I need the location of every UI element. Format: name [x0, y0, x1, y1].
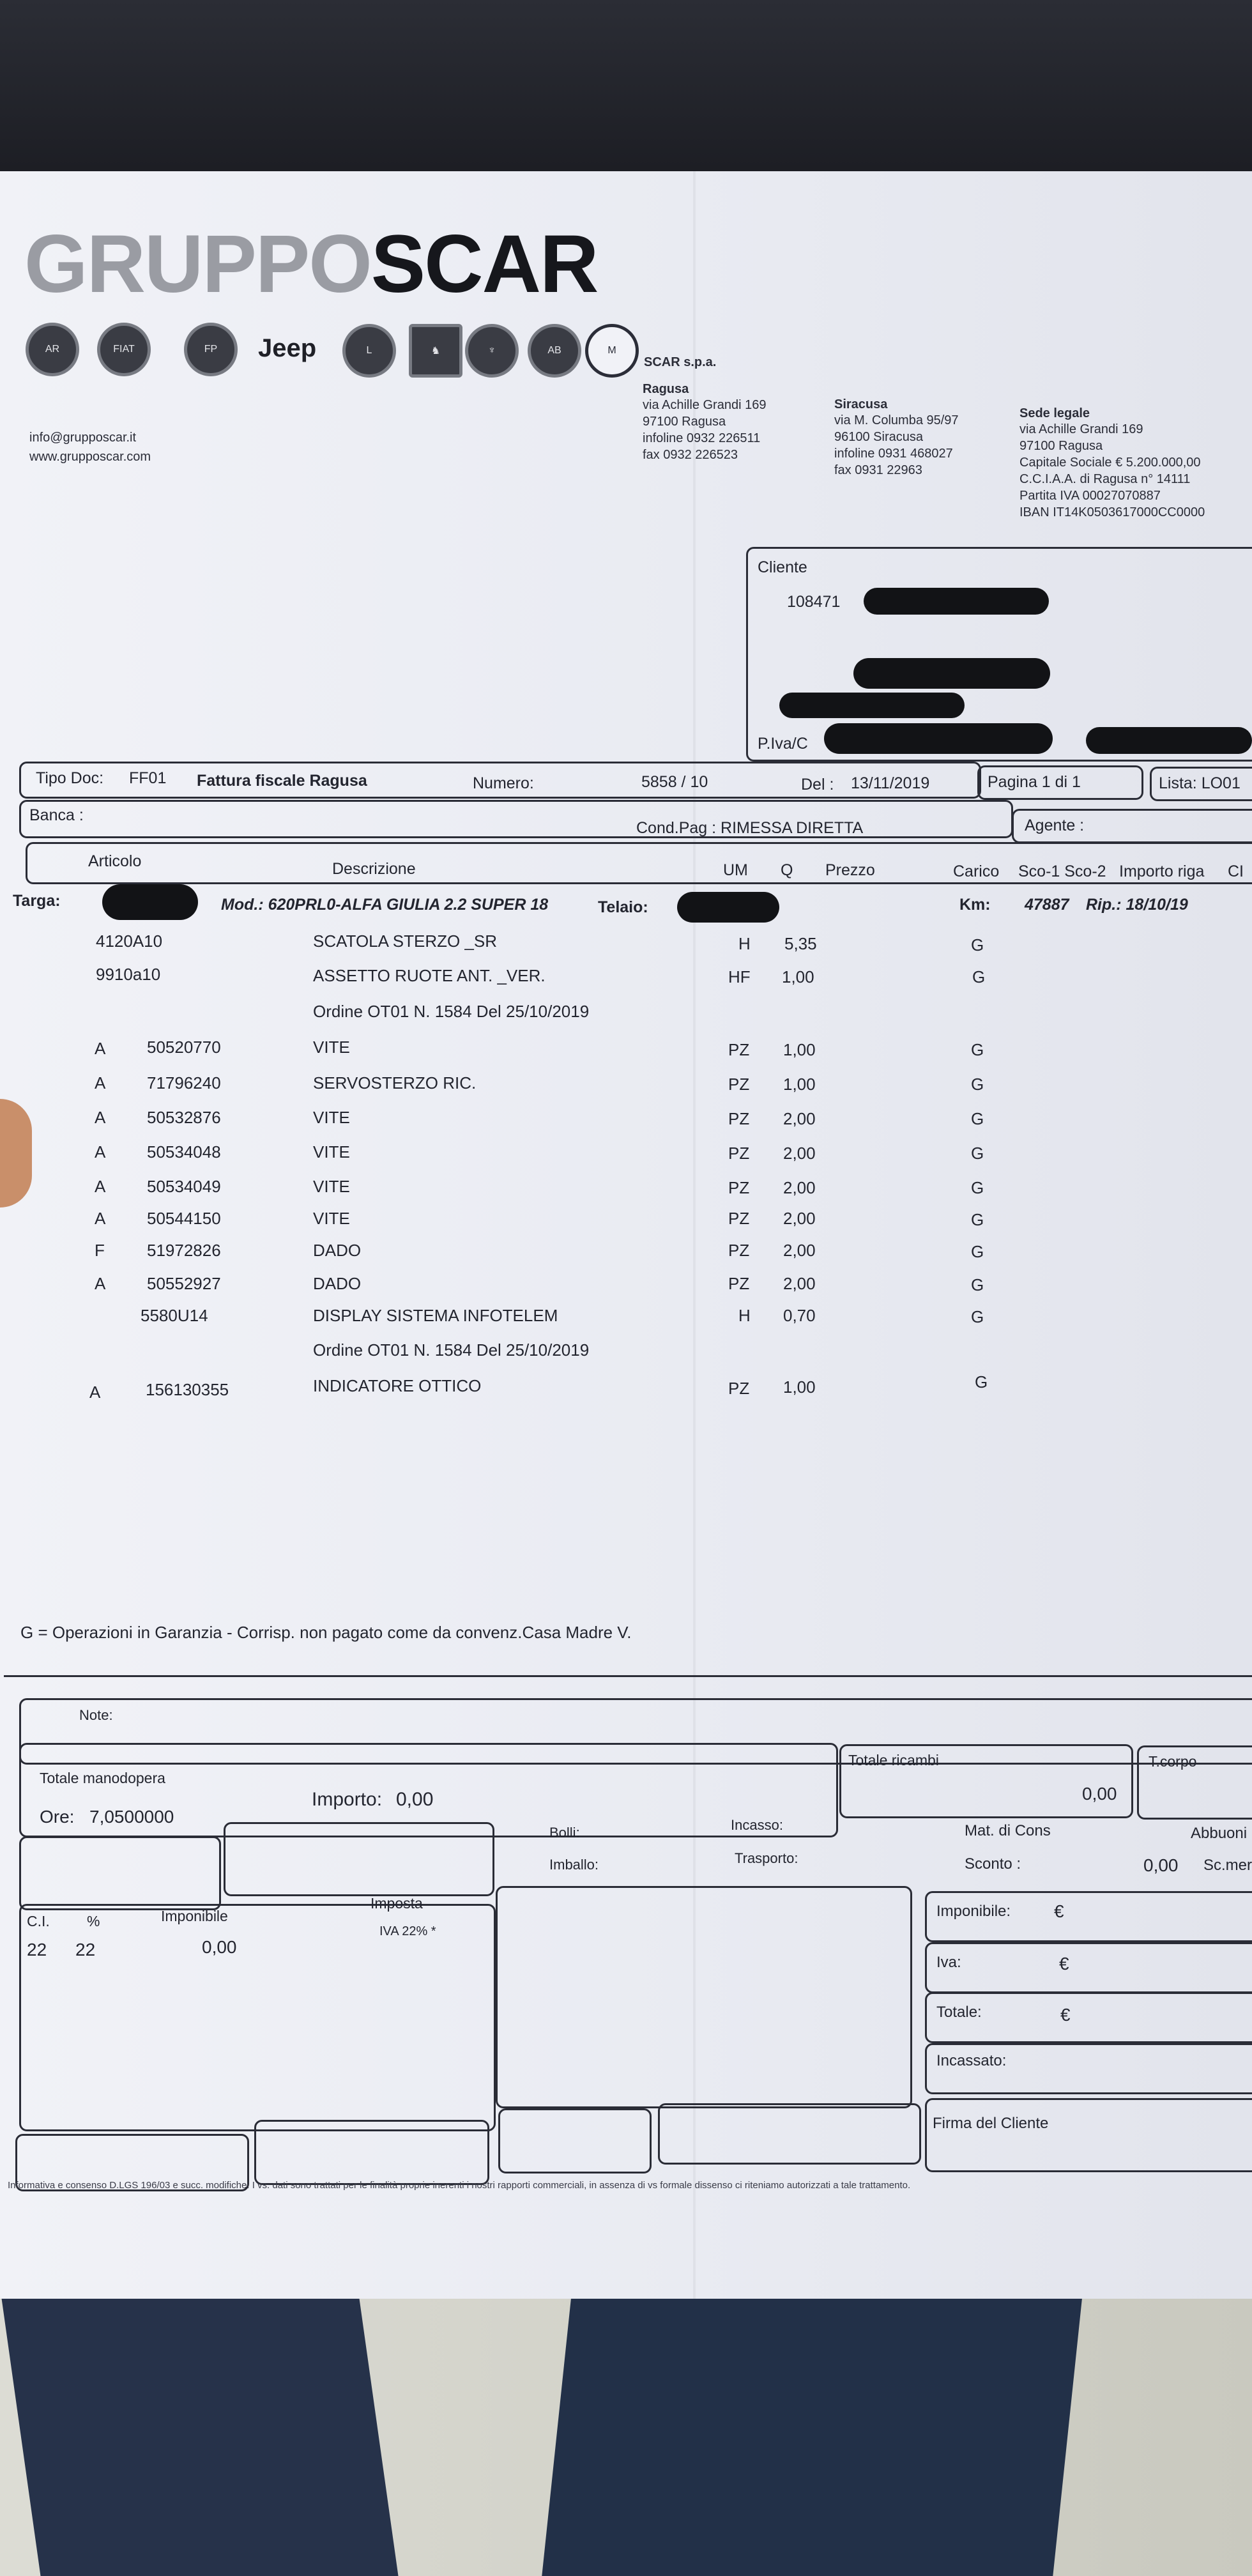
row-um: PZ	[728, 1274, 750, 1293]
vat-ci-label: C.I.	[27, 1913, 50, 1929]
row-q: 1,00	[783, 1040, 816, 1059]
cond-pag: Cond.Pag : RIMESSA DIRETTA	[636, 819, 864, 837]
row-q: 0,70	[783, 1306, 816, 1325]
vat-imposta-label: Imposta	[370, 1895, 423, 1912]
footer-box-4	[658, 2103, 921, 2165]
row-desc: ASSETTO RUOTE ANT. _VER.	[313, 966, 546, 985]
client-code: 108471	[787, 593, 841, 611]
firma-label: Firma del Cliente	[933, 2115, 1049, 2132]
summary-middle-box	[496, 1886, 912, 2108]
trasporto-label: Trasporto:	[735, 1850, 798, 1866]
office-ragusa	[643, 382, 766, 463]
row-desc: VITE	[313, 1038, 350, 1057]
row-carico: G	[971, 1242, 984, 1261]
tipo-doc-label: Tipo Doc:	[36, 769, 104, 787]
col-q: Q	[781, 861, 793, 879]
note-label: Note:	[79, 1707, 113, 1723]
ore-label: Ore:	[40, 1807, 75, 1827]
row-carico: G	[971, 1307, 984, 1326]
office-line: Capitale Sociale € 5.200.000,00	[1019, 456, 1201, 470]
row-carico: G	[971, 1144, 984, 1163]
row-desc: VITE	[313, 1209, 350, 1228]
row-desc: Ordine OT01 N. 1584 Del 25/10/2019	[313, 1340, 590, 1360]
row-desc: VITE	[313, 1142, 350, 1162]
row-flag: A	[95, 1177, 106, 1196]
row-um: PZ	[728, 1178, 750, 1197]
row-desc: INDICATORE OTTICO	[313, 1376, 482, 1395]
logo-part2: SCAR	[370, 218, 598, 310]
numero-label: Numero:	[473, 774, 534, 792]
tipo-doc-desc: Fattura fiscale Ragusa	[197, 772, 367, 790]
col-prezzo: Prezzo	[825, 861, 875, 879]
row-code: 50532876	[147, 1108, 221, 1127]
company-email: info@grupposcar.it	[29, 431, 137, 445]
rip-date: Rip.: 18/10/19	[1086, 896, 1188, 914]
row-carico: G	[972, 967, 986, 986]
row-um: H	[738, 1306, 751, 1325]
lancia-logo-icon: L	[342, 324, 396, 378]
office-line: 96100 Siracusa	[834, 430, 923, 444]
row-flag: A	[95, 1108, 106, 1127]
row-flag: A	[95, 1209, 106, 1228]
row-q: 1,00	[783, 1075, 816, 1094]
row-flag: A	[95, 1039, 106, 1058]
telaio-label: Telaio:	[598, 898, 648, 916]
office-line: via Achille Grandi 169	[1019, 422, 1143, 436]
manodopera-label: Totale manodopera	[40, 1770, 165, 1786]
abbuoni-label: Abbuoni	[1191, 1825, 1248, 1842]
vat-imposta-value: IVA 22% *	[379, 1924, 436, 1938]
numero-value: 5858 / 10	[641, 773, 708, 791]
del-label: Del :	[801, 776, 834, 793]
empty-box-1	[19, 1836, 221, 1910]
row-um: PZ	[728, 1075, 750, 1094]
bolli-label: Bolli:	[549, 1825, 580, 1841]
abarth-logo-icon: AB	[528, 324, 581, 378]
garanzia-note: G = Operazioni in Garanzia - Corrisp. non pagato come da convenz.Casa Madre V.	[20, 1623, 632, 1642]
row-q: 2,00	[783, 1144, 816, 1163]
company-website: www.grupposcar.com	[29, 450, 151, 464]
tcorpo-label: T.corpo	[1149, 1753, 1197, 1770]
firma-box	[925, 2098, 1252, 2172]
mopar-logo-icon: M	[585, 324, 639, 378]
importo-value: 0,00	[396, 1789, 434, 1810]
vat-imponibile-label: Imponibile	[161, 1908, 228, 1924]
office-line: via Achille Grandi 169	[643, 398, 767, 412]
redacted-client-vat	[824, 723, 1053, 754]
ore-value: 7,0500000	[89, 1807, 174, 1827]
row-desc: SERVOSTERZO RIC.	[313, 1073, 477, 1092]
row-q: 2,00	[783, 1109, 816, 1128]
row-code: 50544150	[147, 1209, 221, 1228]
row-carico: G	[971, 1275, 984, 1294]
col-um: UM	[723, 861, 748, 879]
office-line: 97100 Ragusa	[1019, 439, 1103, 453]
row-um: PZ	[728, 1040, 750, 1059]
sconto-value: 0,00	[1143, 1855, 1179, 1875]
row-um: PZ	[728, 1209, 750, 1228]
row-um: HF	[728, 967, 751, 986]
row-desc: VITE	[313, 1177, 350, 1196]
row-carico: G	[971, 1075, 984, 1094]
logo-part1: GRUPPO	[24, 218, 371, 310]
row-q: 2,00	[783, 1241, 816, 1260]
row-q: 1,00	[783, 1377, 816, 1397]
row-carico: G	[975, 1372, 988, 1392]
row-code: 50552927	[147, 1274, 221, 1293]
leg-right	[542, 2262, 1086, 2576]
row-desc: DISPLAY SISTEMA INFOTELEM	[313, 1306, 558, 1325]
office-line: C.C.I.A.A. di Ragusa n° 14111	[1019, 472, 1191, 486]
r-incassato-label: Incassato:	[936, 2052, 1007, 2069]
row-q: 2,00	[783, 1274, 816, 1293]
row-code: 71796240	[147, 1073, 221, 1092]
client-label: Cliente	[758, 558, 807, 576]
r-totale-label: Totale:	[936, 2004, 982, 2021]
totale-ricambi-value: 0,00	[1082, 1784, 1117, 1804]
office-title: Ragusa	[643, 382, 689, 396]
row-desc: DADO	[313, 1274, 362, 1293]
row-carico: G	[971, 1210, 984, 1229]
office-line: infoline 0931 468027	[834, 447, 953, 461]
maserati-logo-icon: ♆	[465, 324, 519, 378]
footer-box-2	[254, 2120, 489, 2185]
col-ci: CI	[1228, 862, 1244, 880]
row-carico: G	[971, 1109, 984, 1128]
sconto-label: Sconto :	[965, 1855, 1021, 1873]
importo-label: Importo:	[312, 1789, 383, 1810]
vehicle-model: Mod.: 620PRL0-ALFA GIULIA 2.2 SUPER 18	[221, 896, 549, 914]
office-title: Siracusa	[834, 397, 888, 411]
row-code: 50534049	[147, 1177, 221, 1196]
row-flag: A	[95, 1073, 106, 1092]
col-carico: Carico	[953, 862, 1000, 880]
tipo-doc-code: FF01	[129, 769, 167, 787]
office-line: 97100 Ragusa	[643, 415, 726, 429]
targa-label: Targa:	[13, 892, 61, 910]
row-um: PZ	[728, 1241, 750, 1260]
redacted-client-address	[853, 658, 1050, 689]
row-um: PZ	[728, 1144, 750, 1163]
totale-ricambi-label: Totale ricambi	[848, 1752, 939, 1768]
vat-imponibile-value: 0,00	[202, 1937, 237, 1957]
incasso-label: Incasso:	[731, 1817, 783, 1833]
row-desc: DADO	[313, 1241, 362, 1260]
row-q: 2,00	[783, 1209, 816, 1228]
footer-box-3	[498, 2108, 652, 2174]
fiat-logo-icon: FIAT	[97, 323, 151, 376]
row-code: 156130355	[146, 1380, 229, 1399]
banca-label: Banca :	[29, 806, 84, 824]
row-code: 50534048	[147, 1142, 221, 1162]
office-sede-legale	[1019, 406, 1205, 521]
row-flag: A	[95, 1142, 106, 1162]
lista-label: Lista: LO01	[1159, 774, 1241, 792]
redacted-client-name	[864, 588, 1049, 615]
row-um: PZ	[728, 1379, 750, 1398]
office-line: via M. Columba 95/97	[834, 413, 959, 427]
del-value: 13/11/2019	[851, 774, 930, 792]
row-desc: Ordine OT01 N. 1584 Del 25/10/2019	[313, 1002, 590, 1021]
r-iva-euro: €	[1059, 1954, 1069, 1974]
background-top	[0, 0, 1252, 192]
agente-label: Agente :	[1025, 816, 1085, 834]
hand	[0, 1099, 32, 1208]
row-q: 2,00	[783, 1178, 816, 1197]
row-flag: F	[95, 1241, 105, 1260]
jeep-logo: Jeep	[258, 334, 317, 362]
alfa-romeo-logo-icon: AR	[26, 323, 79, 376]
row-carico: G	[971, 1040, 984, 1059]
privacy-note: Informativa e consenso D.LGS 196/03 e succ. modifiche. I vs. dati sono trattati per le finalità proprie inerenti i nostri rapporti commerciali, in assenza di vs formale dissenso ci riteniamo autorizzati a tale trattamento.	[8, 2180, 911, 2191]
col-descrizione: Descrizione	[332, 860, 416, 878]
row-flag: A	[89, 1383, 101, 1402]
banca-box	[19, 800, 1013, 838]
office-line: Partita IVA 00027070887	[1019, 489, 1161, 503]
row-carico: G	[971, 1178, 984, 1197]
col-importo: Importo riga	[1119, 862, 1205, 880]
row-q: 5,35	[784, 934, 817, 953]
row-code: 50520770	[147, 1038, 221, 1057]
mat-cons-label: Mat. di Cons	[965, 1822, 1051, 1839]
row-q: 1,00	[782, 967, 814, 986]
imballo-label: Imballo:	[549, 1857, 599, 1873]
row-desc: SCATOLA STERZO _SR	[313, 931, 498, 951]
empty-box-2	[224, 1822, 494, 1896]
col-sconti: Sco-1 Sco-2	[1018, 862, 1106, 880]
row-carico: G	[971, 935, 984, 954]
office-siracusa	[834, 397, 959, 479]
redacted-client-city	[779, 693, 965, 718]
col-articolo: Articolo	[88, 852, 142, 870]
redacted-targa	[102, 884, 198, 920]
leg-left	[0, 2287, 399, 2576]
row-code: 5580U14	[141, 1306, 208, 1325]
r-totale-euro: €	[1060, 2005, 1071, 2025]
row-um: H	[738, 934, 751, 953]
r-imponibile-label: Imponibile:	[936, 1903, 1011, 1920]
row-code: 4120A10	[96, 931, 163, 951]
row-code: 51972826	[147, 1241, 221, 1260]
vat-pct-label: %	[87, 1913, 100, 1929]
redacted-telaio	[677, 892, 779, 923]
redacted-client-extra	[1086, 727, 1252, 754]
office-line: fax 0932 226523	[643, 448, 738, 462]
r-imponibile-euro: €	[1054, 1901, 1064, 1921]
row-um: PZ	[728, 1109, 750, 1128]
office-line: fax 0931 22963	[834, 463, 922, 477]
fiat-professional-logo-icon: FP	[184, 323, 238, 376]
divider	[4, 1675, 1252, 1677]
row-flag: A	[95, 1274, 106, 1293]
company-logo	[24, 217, 597, 311]
row-code: 9910a10	[96, 965, 161, 984]
r-iva-box	[925, 1942, 1252, 1993]
company-name: SCAR s.p.a.	[644, 355, 717, 369]
km-label: Km:	[959, 896, 991, 914]
r-iva-label: Iva:	[936, 1954, 961, 1971]
client-piva-label: P.Iva/C	[758, 735, 808, 753]
office-title: Sede legale	[1019, 406, 1090, 420]
office-line: IBAN IT14K0503617000CC0000	[1019, 505, 1205, 519]
pagina-label: Pagina 1 di 1	[988, 773, 1081, 791]
sc-mer-label: Sc.mer	[1203, 1857, 1252, 1874]
office-line: infoline 0932 226511	[643, 431, 761, 445]
km-value: 47887	[1025, 896, 1069, 914]
vat-ci-value: 22	[27, 1940, 47, 1959]
ferrari-logo-icon: ♞	[409, 324, 462, 378]
vat-pct-value: 22	[75, 1940, 96, 1959]
row-desc: VITE	[313, 1108, 350, 1127]
